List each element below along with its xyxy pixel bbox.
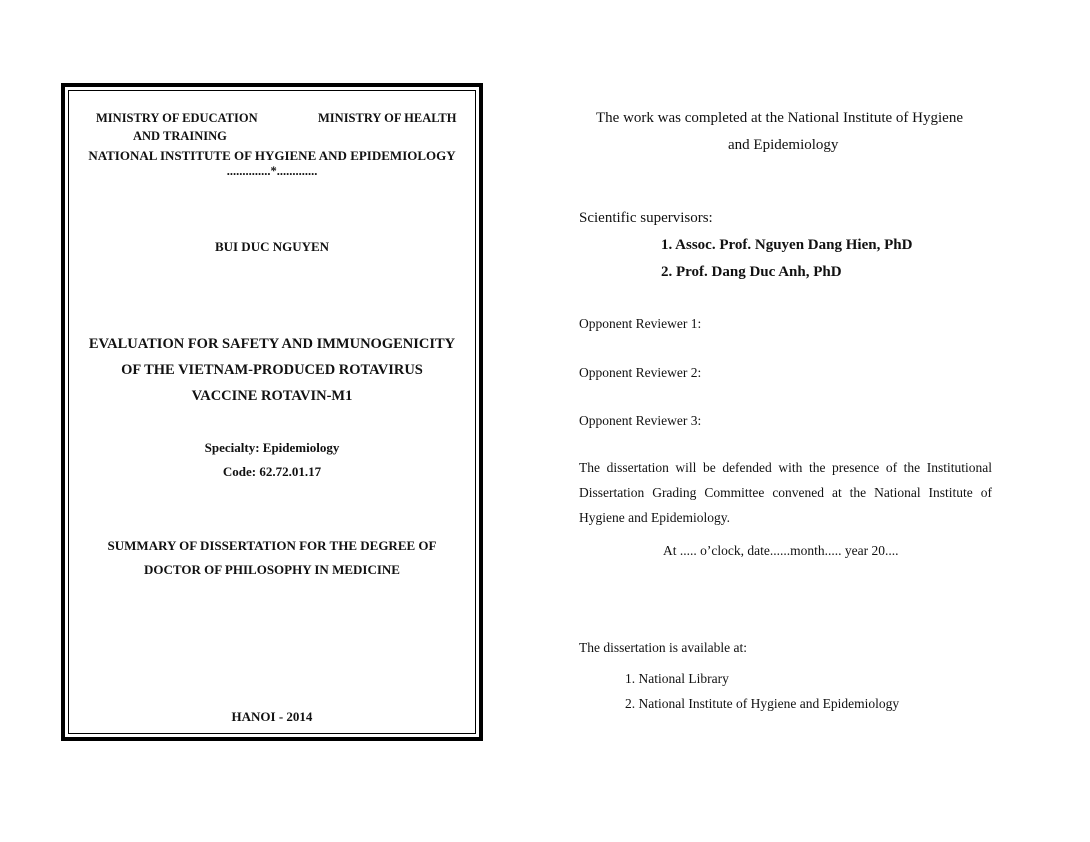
supervisors-label: Scientific supervisors: bbox=[579, 210, 713, 226]
ministry-education-line1: MINISTRY OF EDUCATION bbox=[96, 111, 258, 125]
ministry-health: MINISTRY OF HEALTH bbox=[318, 111, 457, 125]
summary-line-1: SUMMARY OF DISSERTATION FOR THE DEGREE OF bbox=[107, 538, 437, 553]
location-2: 2. National Institute of Hygiene and Epidemiology bbox=[625, 696, 900, 711]
reviewer-3: Opponent Reviewer 3: bbox=[579, 413, 702, 428]
completed-line-2: and Epidemiology bbox=[728, 137, 839, 153]
supervisor-1: 1. Assoc. Prof. Nguyen Dang Hien, PhD bbox=[661, 237, 913, 253]
code: Code: 62.72.01.17 bbox=[222, 464, 322, 479]
reviewer-2: Opponent Reviewer 2: bbox=[579, 365, 702, 380]
author-name: BUI DUC NGUYEN bbox=[214, 239, 330, 254]
location-1: 1. National Library bbox=[625, 671, 729, 686]
place-year: HANOI - 2014 bbox=[231, 709, 313, 724]
available-label: The dissertation is available at: bbox=[579, 640, 747, 655]
dissertation-title-line-2: OF THE VIETNAM-PRODUCED ROTAVIRUS bbox=[121, 362, 423, 378]
completed-line-1: The work was completed at the National Institute of Hygiene bbox=[596, 110, 963, 126]
specialty: Specialty: Epidemiology bbox=[204, 440, 340, 455]
supervisor-2: 2. Prof. Dang Duc Anh, PhD bbox=[661, 264, 842, 280]
dissertation-title-line-1: EVALUATION FOR SAFETY AND IMMUNOGENICITY bbox=[88, 336, 456, 352]
reviewer-1: Opponent Reviewer 1: bbox=[579, 316, 702, 331]
defense-time: At ..... o’clock, date......month..... year 20.... bbox=[663, 543, 899, 558]
ministry-education-line2: AND TRAINING bbox=[133, 129, 227, 143]
defense-text: The dissertation will be defended with the presence of the Institutional Dissertation Grading Committee convened at the National Institute of Hygiene and Epidemiology. bbox=[579, 460, 992, 525]
institute-name: NATIONAL INSTITUTE OF HYGIENE AND EPIDEMIOLOGY bbox=[88, 148, 456, 163]
dissertation-title-line-3: VACCINE ROTAVIN-M1 bbox=[191, 388, 353, 404]
summary-line-2: DOCTOR OF PHILOSOPHY IN MEDICINE bbox=[144, 562, 400, 577]
separator: ..............*............. bbox=[226, 164, 318, 178]
